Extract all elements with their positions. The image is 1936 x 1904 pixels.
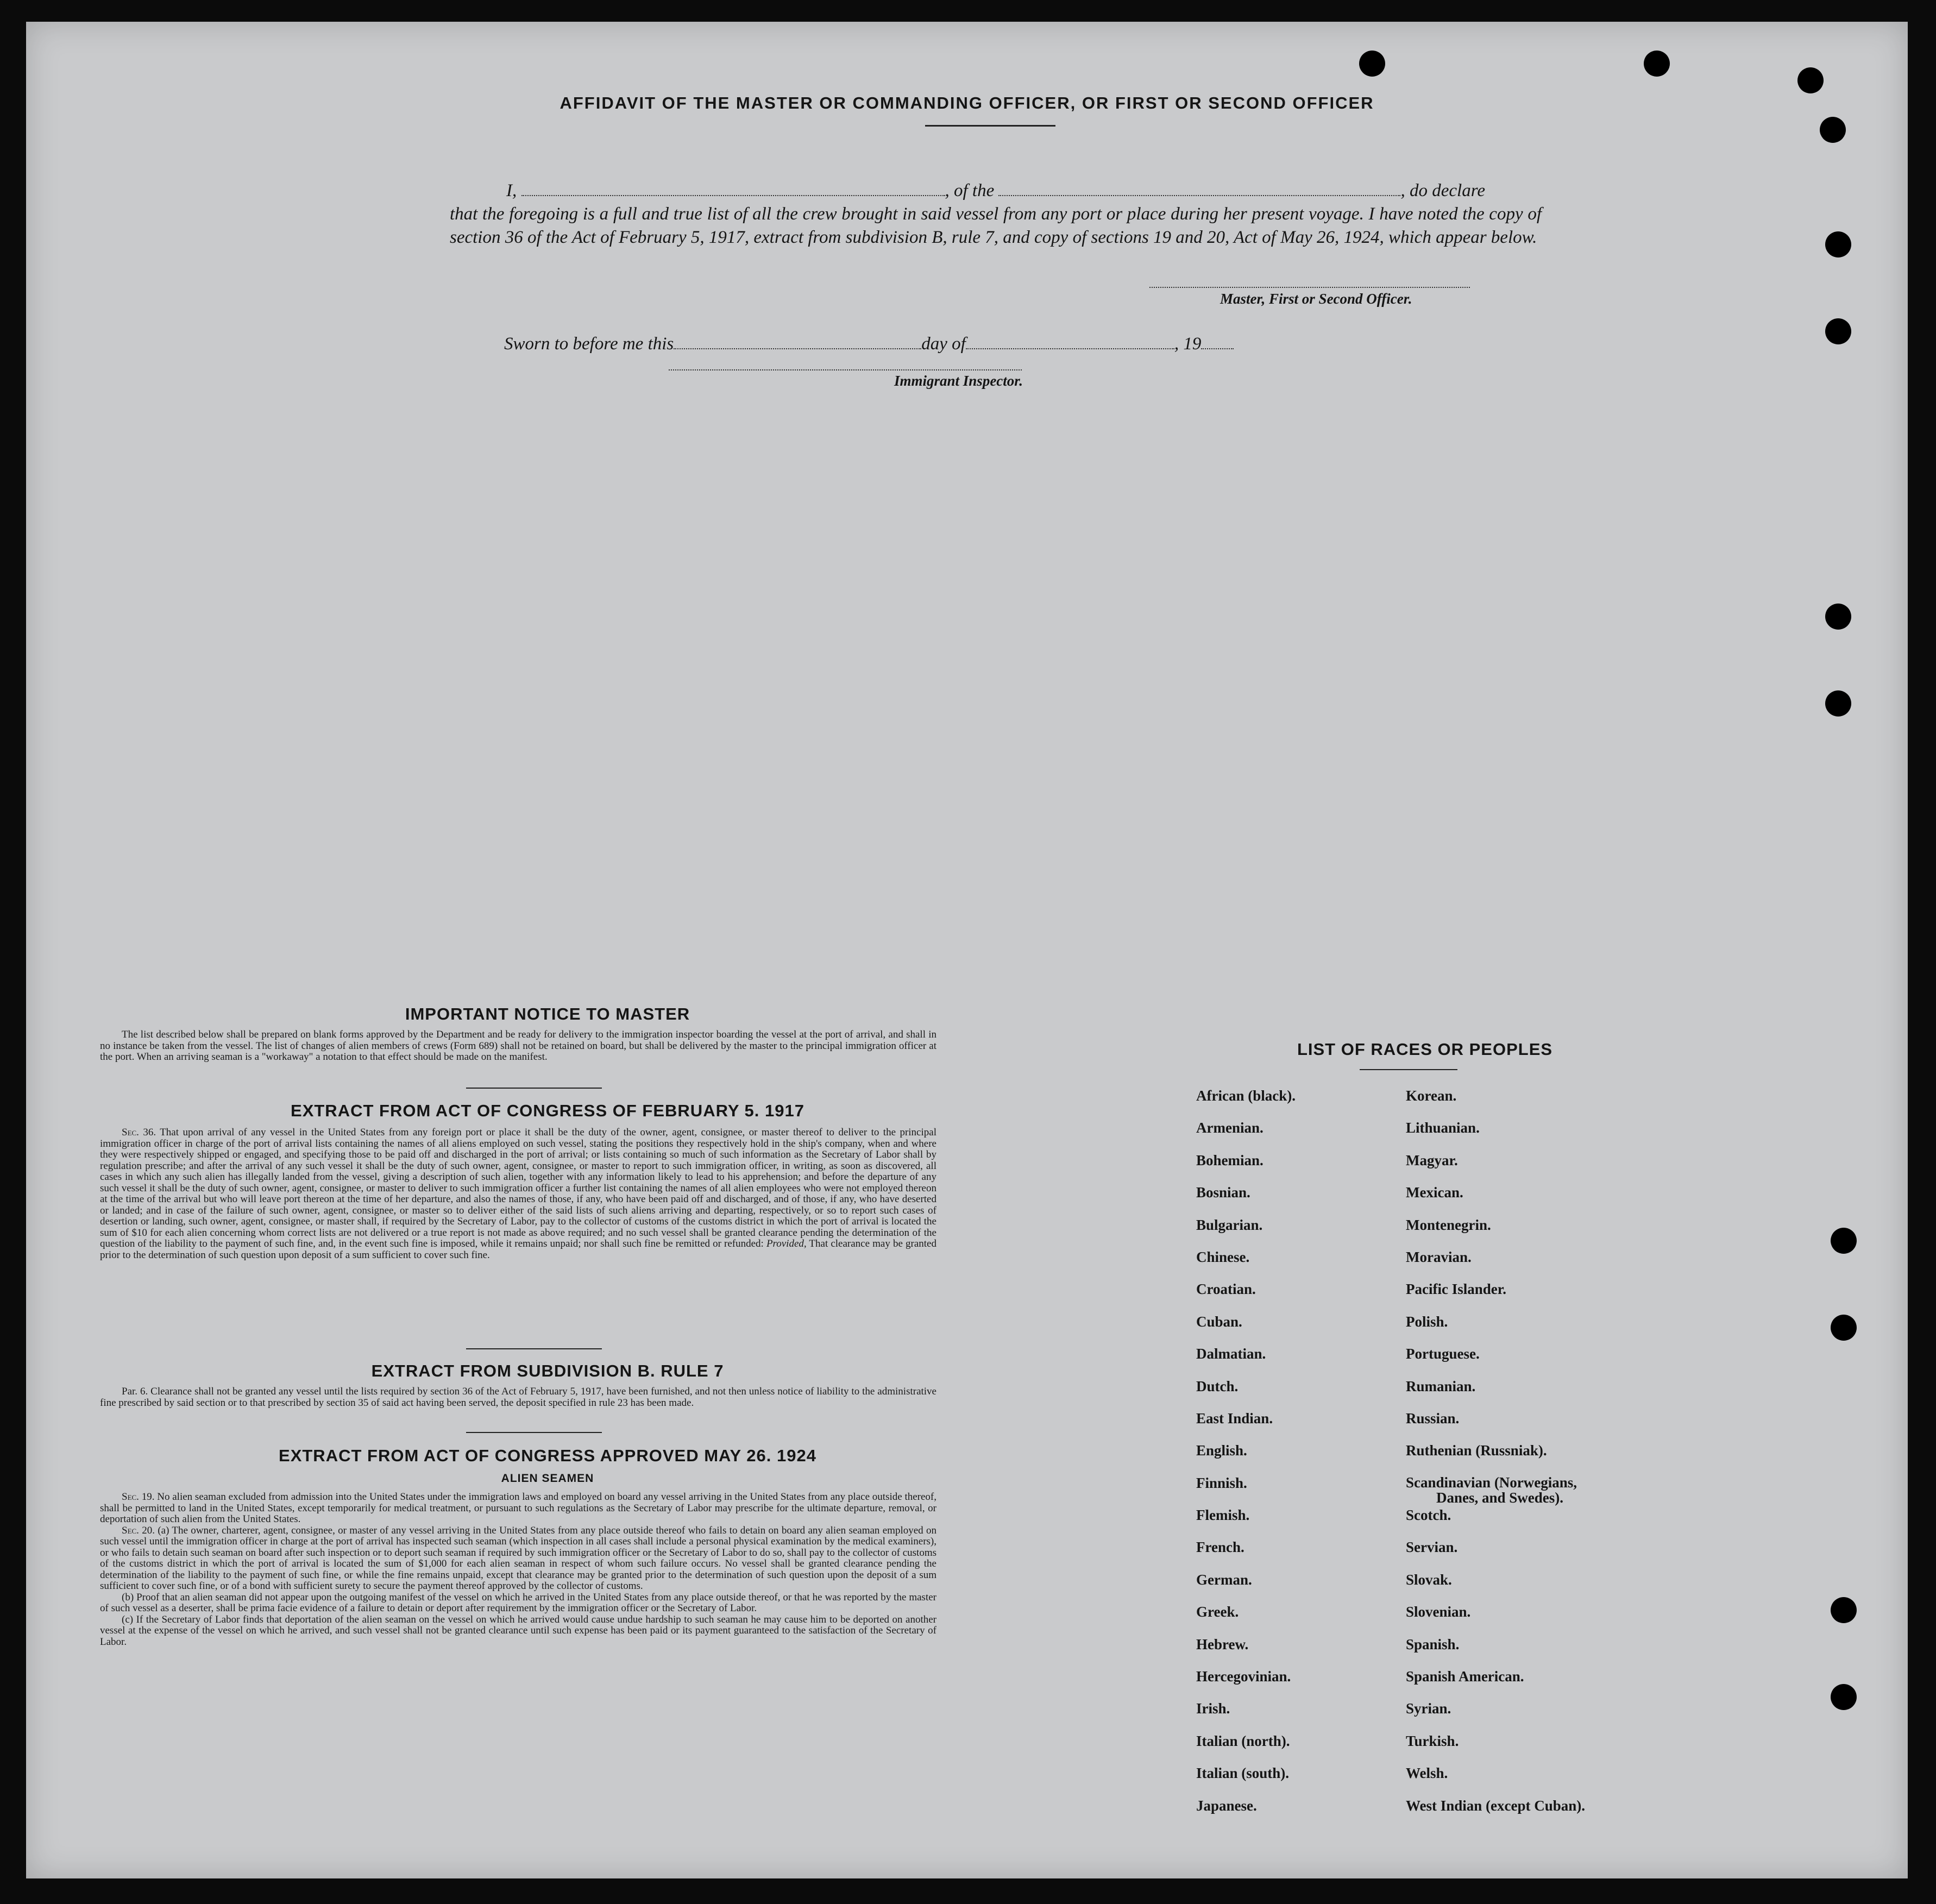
inspector-signature-line[interactable] <box>669 369 1022 370</box>
race-item: Irish. <box>1196 1700 1230 1717</box>
race-item: Korean. <box>1406 1088 1457 1104</box>
punch-hole <box>1831 1315 1857 1341</box>
race-item: Dutch. <box>1196 1378 1239 1394</box>
race-item: Hebrew. <box>1196 1636 1249 1652</box>
inspector-signature-label: Immigrant Inspector. <box>894 373 1023 389</box>
race-item: Magyar. <box>1406 1152 1458 1168</box>
extract-1917-text: Sec. 36. That upon arrival of any vessel in the United States from any foreign port or place it shall be the duty of the owner, agent, consignee, or master thereof to deliver to the principal immigration officer in charge of the port of arrival lists containing the names of all aliens employed on such vessel, stating the positions they respectively hold in the ship's company, when and where they were respectively shipped or engaged, and specifying those to be paid off and discharged in the port of arrival; or lists containing so much of such information as the Secretary of Labor shall by regulation prescribe; and after the arrival of any such vessel it shall be the duty of such owner, agent, consignee, or master to report to such immigration officer, in writing, as soon as discovered, all cases in which any such alien has illegally landed from the vessel, giving a description of such alien, together with any information likely to lead to his apprehension; and before the departure of any such vessel it shall be the duty of such owner, agent, consignee, or master to deliver to such immigration officer a further list containing the names of all alien employees who were not employed thereon at the time of the arrival but who will leave port thereon at the time of her departure, and also the names of those, if any, who have been paid off and discharged, and of those, if any, who have deserted or landed; and in case of the failure of such owner, agent, consignee, or master so to deliver either of the said lists of such aliens arriving and departing, respectively, or so to report such cases of desertion or landing, such owner, agent, consignee, or master shall, if required by the Secretary of Labor, pay to the collector of customs of the customs district in which the port of arrival is located the sum of $10 for each alien concerning whom correct lists are not delivered or a true report is not made as above required; and no such vessel shall be granted clearance pending the determination of the question of the liability to the payment of such fine, and, in the event such fine is imposed, while it remains unpaid; nor shall such fine be remitted or refunded: Provided, That clearance may be granted prior to the determination of such question upon deposit of a sum sufficient to cover such fine. <box>100 1127 936 1261</box>
race-item: Ruthenian (Russniak). <box>1406 1442 1547 1459</box>
sworn-day-blank[interactable] <box>674 334 921 349</box>
race-item: West Indian (except Cuban). <box>1406 1797 1586 1814</box>
notice-text: The list described below shall be prepared on blank forms approved by the Department and be ready for delivery to the immigration inspector boarding the vessel at the port of arrival, and shall in no instance be taken from the vessel. The list of changes of alien members of crews (Form 689) shall not be retained on board, but shall be delivered by the master to the principal immigration officer at the port. When an arriving seaman is a "workaway" a notation to that effect should be made on the manifest. <box>100 1029 936 1063</box>
race-item: Slovak. <box>1406 1571 1452 1588</box>
punch-hole <box>1831 1228 1857 1254</box>
punch-hole <box>1825 318 1851 344</box>
document-page <box>26 22 1908 1878</box>
race-item: French. <box>1196 1539 1244 1556</box>
race-item: Portuguese. <box>1406 1346 1480 1362</box>
punch-hole <box>1359 51 1385 77</box>
punch-hole <box>1825 231 1851 257</box>
race-item: Slovenian. <box>1406 1604 1471 1620</box>
race-item: Scotch. <box>1406 1507 1451 1524</box>
punch-hole <box>1644 51 1670 77</box>
title-divider <box>925 125 1055 127</box>
race-item: English. <box>1196 1442 1247 1459</box>
section-divider <box>466 1432 602 1433</box>
race-item: Bulgarian. <box>1196 1216 1263 1233</box>
races-left-column <box>1196 1088 1296 1830</box>
affidavit-line-1: I, , of the , do declare <box>506 181 1485 200</box>
race-item: Croatian. <box>1196 1281 1256 1298</box>
affidavit-title: AFFIDAVIT OF THE MASTER OR COMMANDING OFFICER, OR FIRST OR SECOND OFFICER <box>560 93 1374 112</box>
extract-rule7-text: Par. 6. Clearance shall not be granted any vessel until the lists required by section 36 of the Act of February 5, 1917, have been furnished, and not then unless notice of liability to the administrative fine prescribed by said section or to that prescribed by section 35 of said act having been served, the deposit specified in rule 23 has been made. <box>100 1386 936 1409</box>
master-signature-line[interactable] <box>1149 287 1470 288</box>
race-item: Flemish. <box>1196 1507 1250 1524</box>
race-item: Armenian. <box>1196 1120 1264 1136</box>
race-item: Finnish. <box>1196 1474 1247 1491</box>
race-item: Chinese. <box>1196 1248 1250 1265</box>
race-item: German. <box>1196 1571 1252 1588</box>
race-item: Scandinavian (Norwegians, Danes, and Swedes). <box>1406 1474 1577 1506</box>
punch-hole <box>1825 604 1851 630</box>
affidavit-text <box>450 179 1542 249</box>
race-item: Montenegrin. <box>1406 1216 1491 1233</box>
race-item: Lithuanian. <box>1406 1120 1480 1136</box>
race-item: Spanish. <box>1406 1636 1460 1652</box>
punch-hole <box>1820 117 1846 143</box>
extract-1924-text: Sec. 19. No alien seaman excluded from admission into the United States under the immigration laws and employed on board any vessel arriving in the United States from any place outside thereof, shall be permitted to land in the United States, except temporarily for medical treatment, or pursuant to such regulations as the Secretary of Labor may prescribe for the ultimate departure, removal, or deportation of such alien from the United States. Sec. 20. (a) The owner, charterer, agent, consignee, or master of any vessel arriving in the United States from any place outside thereof who fails to detain on board any alien seaman employed on such vessel until the immigration officer in charge at the port of arrival has inspected such seaman (which inspection in all cases shall include a personal physical examination by the medical examiners), or who fails to detain such seaman on board after such inspection or to deport such seaman if required by such immigration officer or the Secretary of Labor to do so, shall pay to the collector of customs of the customs district in which the port of arrival is located the sum of $1,000 for each alien seaman in respect of whom such failure occurs. No vessel shall be granted clearance pending the determination of the liability to the payment of such fine, or while the fine remains unpaid, except that clearance may be granted prior to the determination of such question upon the deposit of a sum sufficient to cover such fine, or of a bond with sufficient surety to secure the payment thereof approved by the collector of customs. (b) Proof that an alien seaman did not appear upon the outgoing manifest of the vessel on which he arrived in the United States from any place outside thereof, or that he was reported by the master of such vessel as a deserter, shall be prima facie evidence of a failure to detain or deport after requirement by the immigration officer or the Secretary of Labor. (c) If the Secretary of Labor finds that deportation of the alien seaman on the vessel on which he arrived would cause undue hardship to such seaman he may cause him to be deported on another vessel at the expense of the vessel on which he arrived, and such vessel shall not be granted clearance until such expense has been paid or its payment guaranteed to the satisfaction of the Secretary of Labor. <box>100 1491 936 1648</box>
race-item: Pacific Islander. <box>1406 1281 1506 1298</box>
race-item: Bosnian. <box>1196 1184 1250 1201</box>
punch-hole <box>1825 690 1851 717</box>
sworn-month-blank[interactable] <box>966 334 1174 349</box>
race-item: Russian. <box>1406 1410 1460 1427</box>
vessel-blank[interactable] <box>998 181 1400 196</box>
race-item: Polish. <box>1406 1313 1448 1330</box>
race-item: Japanese. <box>1196 1797 1257 1814</box>
race-item: Rumanian. <box>1406 1378 1476 1394</box>
race-item: Turkish. <box>1406 1732 1459 1749</box>
punch-hole <box>1831 1684 1857 1710</box>
extract-rule7-title: EXTRACT FROM SUBDIVISION B. RULE 7 <box>371 1361 724 1380</box>
section-divider <box>466 1088 602 1089</box>
races-title-divider <box>1360 1069 1457 1070</box>
notice-title: IMPORTANT NOTICE TO MASTER <box>405 1004 690 1023</box>
race-item: Italian (south). <box>1196 1765 1290 1782</box>
name-blank[interactable] <box>521 181 945 196</box>
punch-hole <box>1831 1597 1857 1623</box>
race-item: Mexican. <box>1406 1184 1463 1201</box>
races-right-column <box>1406 1088 1585 1830</box>
race-item: African (black). <box>1196 1088 1296 1104</box>
affidavit-body: that the foregoing is a full and true list of all the crew brought in said vessel from any port or place during her present voyage. I have noted the copy of section 36 of the Act of February 5, 1917, extract from subdivision B, rule 7, and copy of sections 19 and 20, Act of May 26, 1924, which appear below. <box>450 204 1542 247</box>
sworn-line: Sworn to before me this day of , 19 <box>504 334 1234 354</box>
extract-1917-title: EXTRACT FROM ACT OF CONGRESS OF FEBRUARY 5. 1917 <box>291 1101 804 1120</box>
race-item: Servian. <box>1406 1539 1458 1556</box>
alien-seamen-subtitle: ALIEN SEAMEN <box>501 1472 594 1485</box>
section-divider <box>466 1348 602 1349</box>
extract-1924-title: EXTRACT FROM ACT OF CONGRESS APPROVED MAY 26. 1924 <box>279 1446 816 1465</box>
race-item: Hercegovinian. <box>1196 1668 1291 1685</box>
punch-hole <box>1797 67 1824 93</box>
race-item: Moravian. <box>1406 1248 1472 1265</box>
race-item: Spanish American. <box>1406 1668 1524 1685</box>
race-item: Dalmatian. <box>1196 1346 1266 1362</box>
race-item: East Indian. <box>1196 1410 1273 1427</box>
race-item: Bohemian. <box>1196 1152 1264 1168</box>
master-signature-label: Master, First or Second Officer. <box>1220 291 1412 307</box>
race-item: Greek. <box>1196 1604 1239 1620</box>
race-item: Cuban. <box>1196 1313 1242 1330</box>
sworn-year-blank[interactable] <box>1201 334 1234 349</box>
race-item: Italian (north). <box>1196 1732 1290 1749</box>
race-item: Welsh. <box>1406 1765 1448 1782</box>
races-title: LIST OF RACES OR PEOPLES <box>1297 1040 1553 1059</box>
race-item: Syrian. <box>1406 1700 1451 1717</box>
